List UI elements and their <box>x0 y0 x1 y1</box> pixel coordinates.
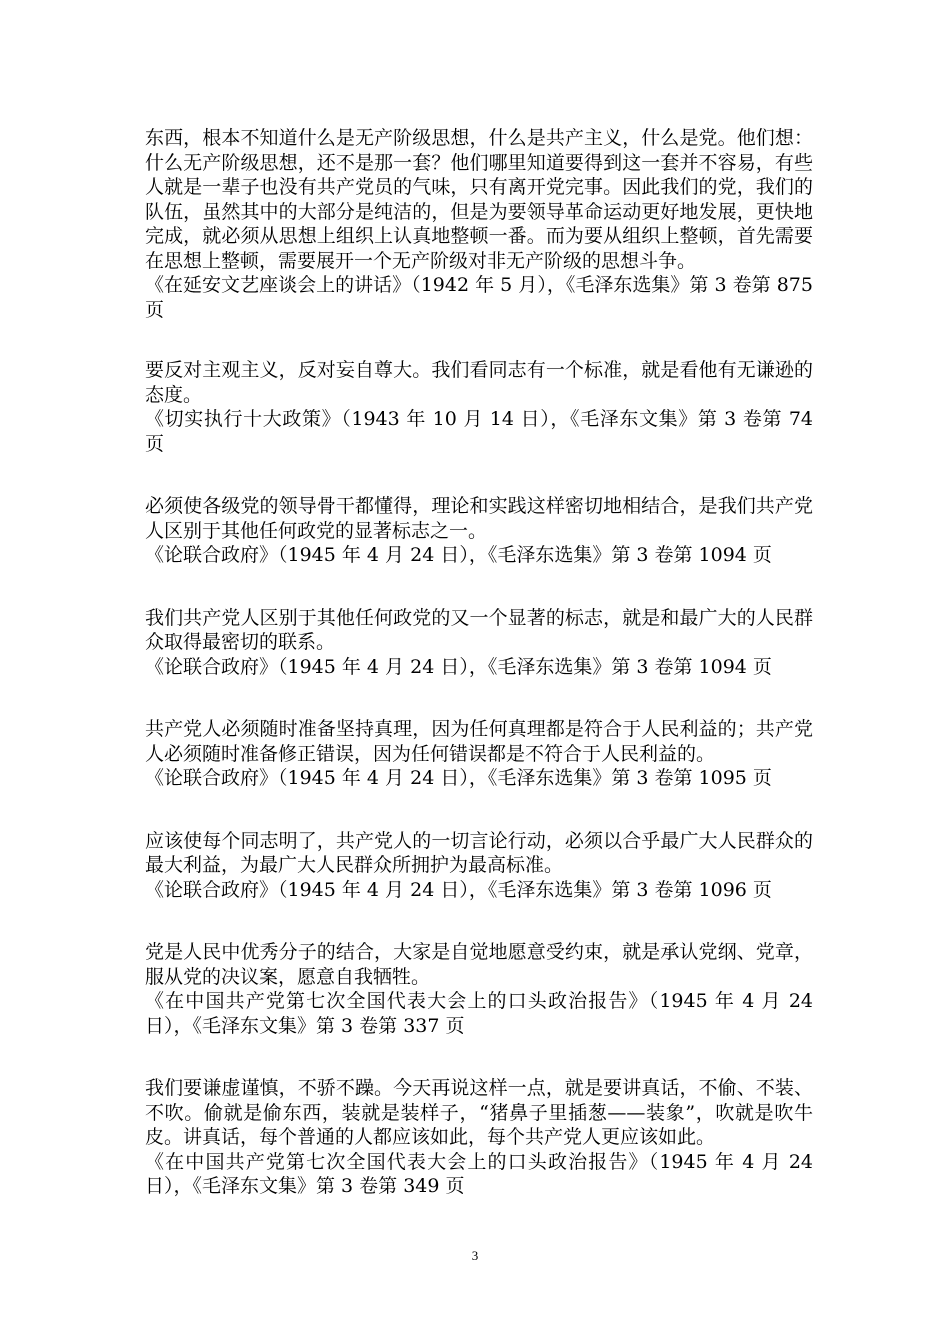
quote-entry <box>145 606 813 680</box>
quote-source: 《论联合政府》（1945 年 4 月 24 日），《毛泽东选集》第 3 卷第 1094 页 <box>145 544 772 566</box>
quote-text: 要反对主观主义，反对妄自尊大。我们看同志有一个标准，就是看他有无谦逊的态度。 <box>145 359 813 406</box>
page-number: 3 <box>471 1248 479 1263</box>
quote-source: 《切实执行十大政策》（1943 年 10 月 14 日），《毛泽东文集》第 3 卷第 74 页 <box>145 408 820 455</box>
quote-source: 《在延安文艺座谈会上的讲话》（1942 年 5 月），《毛泽东选集》第 3 卷第 875 页 <box>145 274 820 321</box>
quote-entry <box>145 1076 820 1199</box>
quote-entry <box>145 940 820 1038</box>
quote-entry <box>145 717 813 791</box>
quote-text: 必须使各级党的领导骨干都懂得，理论和实践这样密切地相结合，是我们共产党人区别于其他任何政党的显著标志之一。 <box>145 495 813 542</box>
quote-source: 《论联合政府》（1945 年 4 月 24 日），《毛泽东选集》第 3 卷第 1094 页 <box>145 655 772 678</box>
quote-entry <box>145 829 813 903</box>
quote-text: 我们共产党人区别于其他任何政党的又一个显著的标志，就是和最广大的人民群众取得最密切的联系。 <box>145 606 813 653</box>
quote-entry <box>145 358 820 456</box>
quote-entry <box>145 494 813 568</box>
document-page <box>145 126 820 1237</box>
quote-text: 东西，根本不知道什么是无产阶级思想，什么是共产主义，什么是党。他们想：什么无产阶级思想，还不是那一套？他们哪里知道要得到这一套并不容易，有些人就是一辈子也没有共产党员的气味，只有离开党完事。因此我们的党，我们的队伍，虽然其中的大部分是纯洁的，但是为要领导革命运动更好地发展，更快地完成，就必须从思想上组织上认真地整顿一番。而为要从组织上整顿，首先需要在思想上整顿，需要展开一个无产阶级对非无产阶级的思想斗争。 <box>145 127 813 272</box>
quote-text: 应该使每个同志明了，共产党人的一切言论行动，必须以合乎最广大人民群众的最大利益，为最广大人民群众所拥护为最高标准。 <box>145 829 813 876</box>
quote-source: 《论联合政府》（1945 年 4 月 24 日），《毛泽东选集》第 3 卷第 1095 页 <box>145 767 772 789</box>
quote-text: 我们要谦虚谨慎，不骄不躁。今天再说这样一点，就是要讲真话，不偷、不装、不吹。偷就是偷东西，装就是装样子，“猪鼻子里插葱——装象”，吹就是吹牛皮。讲真话，每个普通的人都应该如此，每个共产党人更应该如此。 <box>145 1077 813 1148</box>
quote-entry <box>145 126 820 322</box>
quote-source: 《在中国共产党第七次全国代表大会上的口头政治报告》（1945 年 4 月 24 日），《毛泽东文集》第 3 卷第 349 页 <box>145 1150 820 1197</box>
quote-text: 共产党人必须随时准备坚持真理，因为任何真理都是符合于人民利益的；共产党人必须随时准备修正错误，因为任何错误都是不符合于人民利益的。 <box>145 718 813 765</box>
quote-text: 党是人民中优秀分子的结合，大家是自觉地愿意受约束，就是承认党纲、党章，服从党的决议案，愿意自我牺牲。 <box>145 941 813 988</box>
quote-source: 《在中国共产党第七次全国代表大会上的口头政治报告》（1945 年 4 月 24 日），《毛泽东文集》第 3 卷第 337 页 <box>145 990 820 1037</box>
quote-source: 《论联合政府》（1945 年 4 月 24 日），《毛泽东选集》第 3 卷第 1096 页 <box>145 878 772 901</box>
